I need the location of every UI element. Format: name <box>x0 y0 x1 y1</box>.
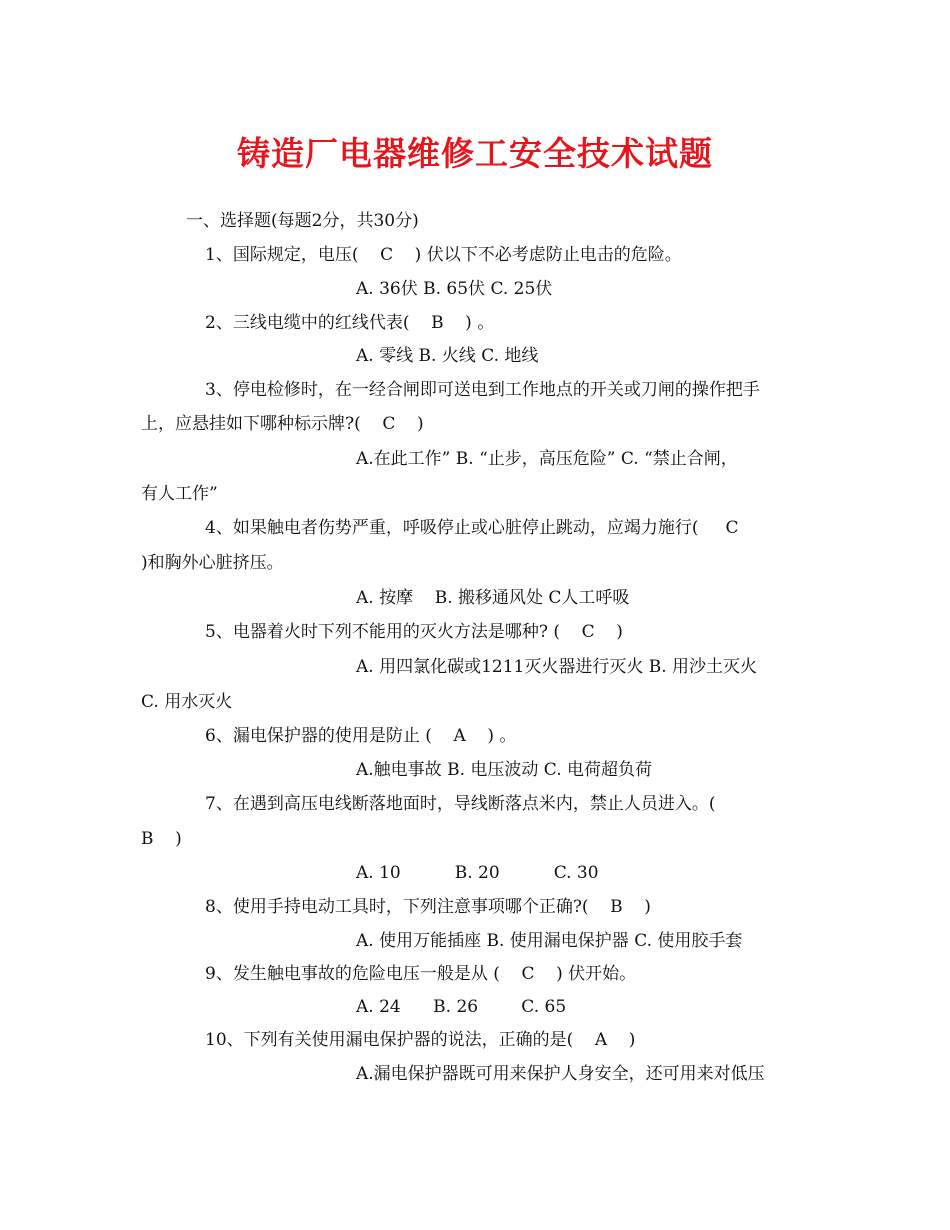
question-1: 1、国际规定，电压( C ) 伏以下不必考虑防止电击的危险。 <box>205 245 682 265</box>
question-9-options: A. 24 B. 26 C. 65 <box>356 997 567 1017</box>
question-3-continued: 上，应悬挂如下哪种标示牌?( C ) <box>141 414 424 434</box>
question-3-options-continued: 有人工作” <box>141 484 218 504</box>
question-1-options: A. 36伏 B. 65伏 C. 25伏 <box>356 279 553 299</box>
question-5: 5、电器着火时下列不能用的灭火方法是哪种? ( C ) <box>205 622 623 642</box>
question-9: 9、发生触电事故的危险电压一般是从 ( C ) 伏开始。 <box>205 964 637 984</box>
question-5-options-continued: C. 用水灭火 <box>141 692 233 712</box>
question-7-options: A. 10 B. 20 C. 30 <box>356 863 599 883</box>
question-2-options: A. 零线 B. 火线 C. 地线 <box>356 346 539 366</box>
question-6-options: A.触电事故 B. 电压波动 C. 电荷超负荷 <box>356 760 652 780</box>
question-3: 3、停电检修时，在一经合闸即可送电到工作地点的开关或刀闸的操作把手 <box>205 380 760 400</box>
question-5-options: A. 用四氯化碳或1211灭火器进行灭火 B. 用沙土灭火 <box>356 657 758 677</box>
question-7: 7、在遇到高压电线断落地面时，导线断落点米内，禁止人员进入。( <box>205 794 716 814</box>
question-4-continued: )和胸外心脏挤压。 <box>141 553 284 573</box>
question-8: 8、使用手持电动工具时，下列注意事项哪个正确?( B ) <box>205 897 651 917</box>
document-title: 铸造厂电器维修工安全技术试题 <box>237 134 713 173</box>
question-4: 4、如果触电者伤势严重，呼吸停止或心脏停止跳动，应竭力施行( C <box>205 518 739 538</box>
question-4-options: A. 按摩 B. 搬移通风处 C人工呼吸 <box>356 588 630 608</box>
question-10-options: A.漏电保护器既可用来保护人身安全，还可用来对低压 <box>356 1064 765 1084</box>
question-6: 6、漏电保护器的使用是防止 ( A ) 。 <box>205 726 517 746</box>
question-2: 2、三线电缆中的红线代表( B ) 。 <box>205 313 495 333</box>
question-3-options: A.在此工作” B. “止步，高压危险” C. “禁止合闸， <box>356 449 738 469</box>
question-7-continued: B ) <box>141 829 182 849</box>
question-8-options: A. 使用万能插座 B. 使用漏电保护器 C. 使用胶手套 <box>356 931 743 951</box>
section-heading: 一、选择题(每题2分，共30分) <box>186 211 419 231</box>
question-10: 10、下列有关使用漏电保护器的说法，正确的是( A ) <box>205 1030 636 1050</box>
